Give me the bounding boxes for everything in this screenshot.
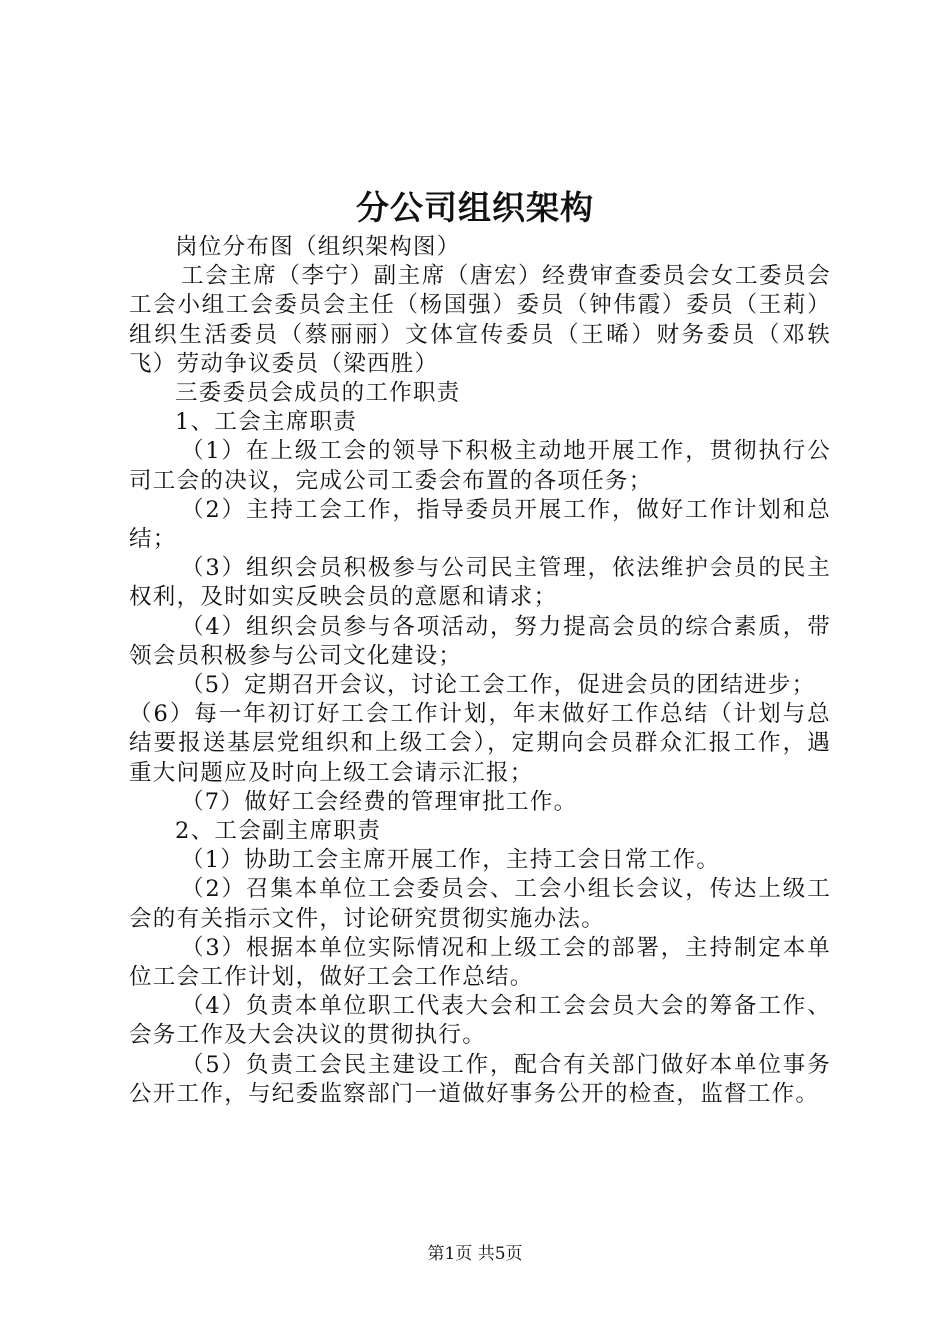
chairman-duty-2: （2）主持工会工作，指导委员开展工作，做好工作计划和总结； [129, 496, 831, 553]
document-body [129, 233, 831, 1109]
chairman-duty-6: （6）每一年初订好工会工作计划，年末做好工作总结（计划与总结要报送基层党组织和上级工会），定期向会员群众汇报工作，遇重大问题应及时向上级工会请示汇报； [129, 701, 831, 786]
paragraph-org-members: 工会主席（李宁）副主席（唐宏）经费审查委员会女工委员会工会小组工会委员会主任（杨国强）委员（钟伟霞）委员（王莉）组织生活委员（蔡丽丽）文体宣传委员（王晞）财务委员（邓轶飞）劳动争议委员（梁西胜） [129, 263, 831, 377]
chairman-duty-7: （7）做好工会经费的管理审批工作。 [181, 788, 578, 815]
paragraph-org-chart-heading: 岗位分布图（组织架构图） [175, 234, 461, 260]
chairman-duty-1: （1）在上级工会的领导下积极主动地开展工作，贯彻执行公司工会的决议，完成公司工委会布置的各项任务； [129, 438, 831, 494]
chairman-duty-3: （3）组织会员积极参与公司民主管理，依法维护会员的民主权利，及时如实反映会员的意愿和请求； [129, 555, 831, 611]
vice-chairman-duty-5: （5）负责工会民主建设工作，配合有关部门做好本单位事务公开工作，与纪委监察部门一道做好事务公开的检查，监督工作。 [129, 1051, 831, 1107]
paragraph-duties-heading: 三委委员会成员的工作职责 [175, 380, 461, 407]
vice-chairman-duty-3: （3）根据本单位实际情况和上级工会的部署，主持制定本单位工会工作计划，做好工会工作总结。 [129, 934, 831, 991]
vice-chairman-duty-4: （4）负责本单位职工代表大会和工会会员大会的筹备工作、会务工作及大会决议的贯彻执行。 [129, 993, 831, 1049]
section-heading-vice-chairman: 2、工会副主席职责 [175, 818, 382, 845]
document-title: 分公司组织架构 [356, 188, 594, 227]
page-number: 第1页 共5页 [427, 1244, 523, 1264]
vice-chairman-duty-1: （1）协助工会主席开展工作，主持工会日常工作。 [181, 847, 721, 874]
section-heading-chairman: 1、工会主席职责 [175, 409, 358, 436]
vice-chairman-duty-2: （2）召集本单位工会委员会、工会小组长会议，传达上级工会的有关指示文件，讨论研究贯彻实施办法。 [129, 876, 831, 932]
chairman-duty-5: （5）定期召开会议，讨论工会工作，促进会员的团结进步； [181, 672, 816, 699]
chairman-duty-4: （4）组织会员参与各项活动，努力提高会员的综合素质，带领会员积极参与公司文化建设； [129, 613, 831, 669]
